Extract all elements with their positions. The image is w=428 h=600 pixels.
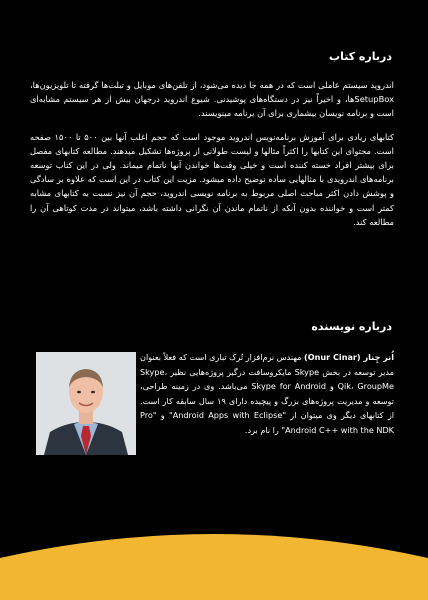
author-name: اُنر چِنار (Onur Cinar) [304,352,394,362]
about-author-heading: درباره نویسنده [311,320,392,333]
author-portrait-icon [36,352,136,455]
footer-wave-decoration [0,522,428,600]
author-bio [140,350,394,438]
about-book-paragraph-1: اندروید سیستم عاملی است که در همه جا دیده می‌شود، از تلفن‌های موبایل و تبلت‌ها گرفته تا تلویزیون‌ها، SetupBoxها، و اخیراً نیز در دستگاه‌های پوشیدنی. شیوع اندروید درجهان بیش از هر سیستم مشابه‌ای است و برنامه نویسان بیشماری برای آن برنامه مینویسند. [30,80,394,119]
about-book-body [30,78,394,238]
about-book-paragraph-2: کتابهای زیادی برای آموزش برنامه‌نویس اندروید موجود است که حجم اغلب آنها بین ۵۰۰ تا ۱۵۰۰ صفحه است. محتوای این کتابها را اکثراً مثالها و لیست طولانی از پروژه‌ها تشکیل میدهند. مطالعه کتابهای مفصل برای بیشتر افراد خسته کننده است و خیلی وقت‌ها خواندن آنها ناتمام میماند. ولی در این کتاب توسعه برنامه‌های اندرویدی با مثالهایی ساده توضیح داده میشود. مزیت این کتاب در این است که علاوه بر سادگی و پوشش دادن اکثر مباحث اصلی مربوط به برنامه نویسی اندروید، حجم آن نیز نسبت به کتابهای مشابه کمتر است و خواننده بدون آنکه از ناتمام ماندن آن نگرانی داشته باشد، میتواند در مدت کوتاهی آن را مطالعه کند. [30,131,395,227]
about-author-body [140,350,394,438]
author-photo [36,352,136,455]
about-book-heading: درباره کتاب [329,50,392,63]
author-bio-text: مهندس نرم‌افزار تُرک تباری است که فعلاً بعنوان مدیر توسعه در بخش Skype مایکروسافت درگیر پروژه‌هایی نظیر Skype، Qik، GroupMe و Skype for Android می‌باشد. وی در زمینه طراحی، توسعه و مدیریت پروژه‌های بزرگ و پیچیده دارای ۱۹ سال سابقه کار است. از کتابهای دیگر وی میتوان از "Android Apps with Eclipse" و "Pro Android C++ with the NDK" را نام برد. [140,352,394,435]
